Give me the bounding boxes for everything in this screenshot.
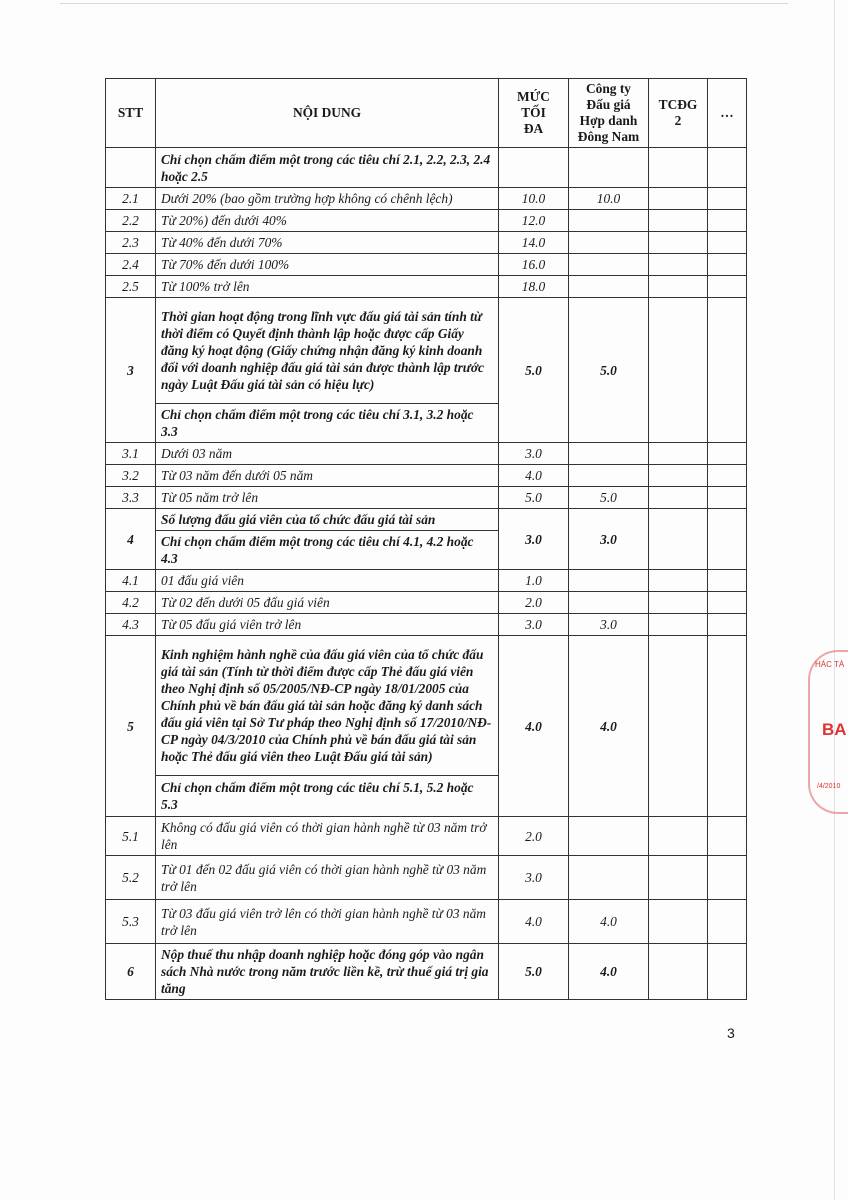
page-top-edge: [60, 3, 788, 4]
stt-cell: 3: [106, 298, 156, 443]
stt-cell: 2.3: [106, 232, 156, 254]
max-cell: 1.0: [499, 570, 569, 592]
header-company-line1: Công ty: [585, 81, 631, 96]
table-header-row: [106, 79, 747, 148]
tcdg-cell: [649, 254, 708, 276]
table-row: [106, 509, 747, 531]
more-cell: [708, 856, 747, 900]
max-cell: 2.0: [499, 592, 569, 614]
table-row: [106, 614, 747, 636]
tcdg-cell: [649, 487, 708, 509]
content-cell: Từ 20%) đến dưới 40%: [156, 210, 499, 232]
more-cell: [708, 817, 747, 856]
stt-cell: 4: [106, 509, 156, 570]
stt-cell: 3.1: [106, 443, 156, 465]
max-cell: 3.0: [499, 614, 569, 636]
max-cell: 4.0: [499, 636, 569, 817]
stt-cell: 2.5: [106, 276, 156, 298]
table-row: [106, 465, 747, 487]
more-cell: [708, 276, 747, 298]
company-cell: 4.0: [569, 636, 649, 817]
table-row: [106, 148, 747, 188]
table-row: [106, 254, 747, 276]
stt-cell: [106, 148, 156, 188]
content-cell: Từ 40% đến dưới 70%: [156, 232, 499, 254]
more-cell: [708, 188, 747, 210]
max-cell: 12.0: [499, 210, 569, 232]
company-cell: 4.0: [569, 944, 649, 1000]
header-tcdg-line1: TCĐG: [658, 97, 698, 112]
tcdg-cell: [649, 232, 708, 254]
more-cell: [708, 509, 747, 570]
max-cell: [499, 148, 569, 188]
more-cell: [708, 636, 747, 817]
max-cell: 5.0: [499, 487, 569, 509]
table-row: [106, 570, 747, 592]
max-cell: 5.0: [499, 298, 569, 443]
table-row: [106, 298, 747, 404]
content-cell: Từ 05 đấu giá viên trở lên: [156, 614, 499, 636]
header-tcdg: [649, 79, 708, 148]
header-max-line3: ĐA: [523, 121, 544, 136]
stt-cell: 4.2: [106, 592, 156, 614]
company-cell: [569, 856, 649, 900]
header-company-line3: Hợp danh: [579, 113, 638, 128]
tcdg-cell: [649, 817, 708, 856]
max-cell: 4.0: [499, 900, 569, 944]
more-cell: [708, 254, 747, 276]
more-cell: [708, 232, 747, 254]
company-cell: [569, 210, 649, 232]
tcdg-cell: [649, 570, 708, 592]
more-cell: [708, 443, 747, 465]
tcdg-cell: [649, 592, 708, 614]
table-row: [106, 636, 747, 776]
max-cell: 4.0: [499, 465, 569, 487]
content-cell: Nộp thuế thu nhập doanh nghiệp hoặc đóng góp vào ngân sách Nhà nước trong năm trước liền kề, trừ thuế giá trị gia tăng: [156, 944, 499, 1000]
tcdg-cell: [649, 944, 708, 1000]
content-cell: Từ 03 đấu giá viên trở lên có thời gian hành nghề từ 03 năm trở lên: [156, 900, 499, 944]
content-cell: Số lượng đấu giá viên của tổ chức đấu giá tài sản: [156, 509, 499, 531]
stamp-text-middle: BA: [822, 720, 847, 739]
company-cell: 5.0: [569, 487, 649, 509]
header-max: [499, 79, 569, 148]
content-cell: Chỉ chọn chấm điểm một trong các tiêu chí 2.1, 2.2, 2.3, 2.4 hoặc 2.5: [156, 148, 499, 188]
tcdg-cell: [649, 856, 708, 900]
tcdg-cell: [649, 614, 708, 636]
content-cell: Chỉ chọn chấm điểm một trong các tiêu chí 4.1, 4.2 hoặc 4.3: [156, 531, 499, 570]
stt-cell: 5.1: [106, 817, 156, 856]
header-more: …: [708, 79, 747, 148]
stt-cell: 2.2: [106, 210, 156, 232]
max-cell: 14.0: [499, 232, 569, 254]
max-cell: 10.0: [499, 188, 569, 210]
company-cell: [569, 232, 649, 254]
table-row: [106, 188, 747, 210]
table-row: [106, 900, 747, 944]
tcdg-cell: [649, 509, 708, 570]
content-cell: Chỉ chọn chấm điểm một trong các tiêu chí 3.1, 3.2 hoặc 3.3: [156, 404, 499, 443]
table-row: [106, 592, 747, 614]
content-cell: 01 đấu giá viên: [156, 570, 499, 592]
company-cell: [569, 443, 649, 465]
stt-cell: 4.1: [106, 570, 156, 592]
content-cell: Không có đấu giá viên có thời gian hành nghề từ 03 năm trở lên: [156, 817, 499, 856]
tcdg-cell: [649, 148, 708, 188]
more-cell: [708, 900, 747, 944]
tcdg-cell: [649, 276, 708, 298]
content-cell: Từ 02 đến dưới 05 đấu giá viên: [156, 592, 499, 614]
content-cell: Từ 05 năm trở lên: [156, 487, 499, 509]
company-cell: [569, 570, 649, 592]
max-cell: 3.0: [499, 856, 569, 900]
tcdg-cell: [649, 900, 708, 944]
company-cell: 3.0: [569, 614, 649, 636]
header-company: [569, 79, 649, 148]
more-cell: [708, 570, 747, 592]
header-content: NỘI DUNG: [156, 79, 499, 148]
content-cell: Dưới 03 năm: [156, 443, 499, 465]
header-company-line2: Đấu giá: [586, 97, 631, 112]
max-cell: 18.0: [499, 276, 569, 298]
content-cell: Từ 100% trở lên: [156, 276, 499, 298]
table-row: [106, 944, 747, 1000]
more-cell: [708, 465, 747, 487]
table-row: [106, 443, 747, 465]
page-right-edge: [834, 0, 835, 1200]
tcdg-cell: [649, 465, 708, 487]
max-cell: 2.0: [499, 817, 569, 856]
company-cell: 5.0: [569, 298, 649, 443]
stt-cell: 2.1: [106, 188, 156, 210]
company-cell: 10.0: [569, 188, 649, 210]
content-cell: Từ 70% đến dưới 100%: [156, 254, 499, 276]
stt-cell: 3.3: [106, 487, 156, 509]
header-company-line4: Đông Nam: [577, 129, 640, 144]
scoring-table: [105, 78, 747, 1000]
tcdg-cell: [649, 210, 708, 232]
more-cell: [708, 210, 747, 232]
more-cell: [708, 592, 747, 614]
stt-cell: 5: [106, 636, 156, 817]
company-cell: 4.0: [569, 900, 649, 944]
max-cell: 16.0: [499, 254, 569, 276]
company-cell: [569, 592, 649, 614]
header-max-line1: MỨC: [517, 89, 550, 104]
page-number: 3: [727, 1025, 735, 1041]
stt-cell: 3.2: [106, 465, 156, 487]
company-cell: [569, 276, 649, 298]
content-cell: Dưới 20% (bao gồm trường hợp không có chênh lệch): [156, 188, 499, 210]
content-cell: Từ 03 năm đến dưới 05 năm: [156, 465, 499, 487]
table-row: [106, 210, 747, 232]
stamp-text-bottom: /4/2010: [817, 783, 841, 790]
header-max-line2: TỐI: [521, 105, 546, 120]
max-cell: 3.0: [499, 443, 569, 465]
stt-cell: 6: [106, 944, 156, 1000]
more-cell: [708, 944, 747, 1000]
company-cell: [569, 465, 649, 487]
table-row: [106, 487, 747, 509]
more-cell: [708, 487, 747, 509]
content-cell: Chỉ chọn chấm điểm một trong các tiêu chí 5.1, 5.2 hoặc 5.3: [156, 776, 499, 817]
stt-cell: 5.2: [106, 856, 156, 900]
table-row: [106, 232, 747, 254]
table-row: [106, 817, 747, 856]
table-row: [106, 856, 747, 900]
header-stt: STT: [106, 79, 156, 148]
stt-cell: 5.3: [106, 900, 156, 944]
content-cell: Kinh nghiệm hành nghề của đấu giá viên của tổ chức đấu giá tài sản (Tính từ thời điểm được cấp Thẻ đấu giá viên theo Nghị định số 05/2005/NĐ-CP ngày 18/01/2005 của Chính phủ về bán đấu giá tài sản hoặc đăng ký danh sách đấu giá viên tại Sở Tư pháp theo Nghị định số 17/2010/NĐ-CP ngày 04/3/2010 của Chính phủ về bán đấu giá tài sản hoặc Thẻ đấu giá viên theo Luật Đấu giá tài sản): [156, 636, 499, 776]
tcdg-cell: [649, 443, 708, 465]
max-cell: 3.0: [499, 509, 569, 570]
content-cell: Từ 01 đến 02 đấu giá viên có thời gian hành nghề từ 03 năm trở lên: [156, 856, 499, 900]
stamp-text-top: HÁC TÀ: [815, 660, 845, 669]
company-cell: 3.0: [569, 509, 649, 570]
company-cell: [569, 817, 649, 856]
tcdg-cell: [649, 636, 708, 817]
more-cell: [708, 148, 747, 188]
company-cell: [569, 254, 649, 276]
header-tcdg-line2: 2: [674, 113, 682, 128]
more-cell: [708, 298, 747, 443]
more-cell: [708, 614, 747, 636]
max-cell: 5.0: [499, 944, 569, 1000]
stt-cell: 2.4: [106, 254, 156, 276]
table-row: [106, 276, 747, 298]
tcdg-cell: [649, 188, 708, 210]
company-cell: [569, 148, 649, 188]
content-cell: Thời gian hoạt động trong lĩnh vực đấu giá tài sản tính từ thời điểm có Quyết định thành lập hoặc được cấp Giấy đăng ký hoạt động (Giấy chứng nhận đăng ký kinh doanh đối với doanh nghiệp đấu giá tài sản được thành lập trước ngày Luật Đấu giá tài sản có hiệu lực): [156, 298, 499, 404]
tcdg-cell: [649, 298, 708, 443]
stt-cell: 4.3: [106, 614, 156, 636]
